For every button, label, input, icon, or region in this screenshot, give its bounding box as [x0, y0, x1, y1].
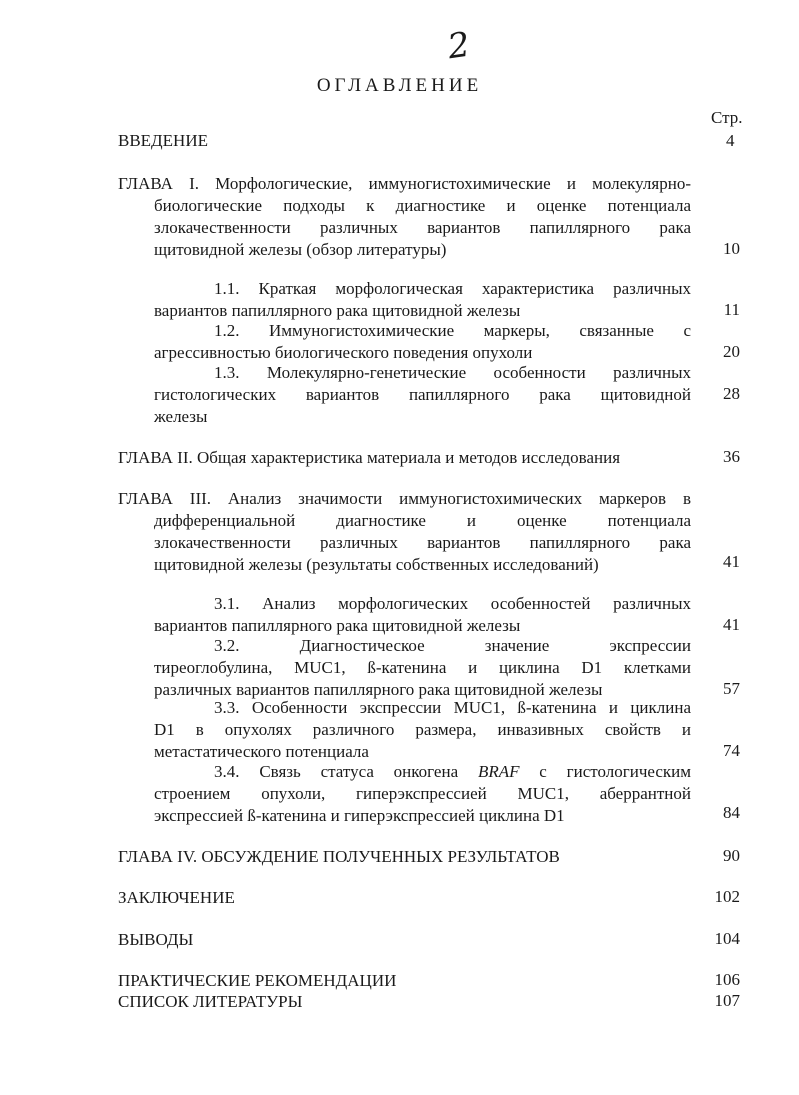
toc-entry-chapter-4: [118, 846, 691, 868]
toc-entry-page: 104: [714, 929, 740, 948]
toc-entry-conclusion: [118, 887, 691, 909]
toc-entry-page: 11: [723, 300, 740, 319]
toc-line: злокачественности различных вариантов папиллярного рака: [154, 533, 691, 552]
toc-entry-text: ПРАКТИЧЕСКИЕ РЕКОМЕНДАЦИИ: [118, 971, 397, 990]
toc-line: злокачественности различных вариантов папиллярного рака: [154, 218, 691, 237]
toc-entry-chapter-2: [118, 447, 688, 469]
toc-line: 1.1. Краткая морфологическая характеристика различных: [214, 279, 691, 298]
toc-line: 3.3. Особенности экспрессии MUC1, ß-катенина и циклина: [214, 698, 691, 717]
toc-entry-page: 41: [723, 552, 740, 571]
toc-line: вариантов папиллярного рака щитовидной железы: [154, 301, 521, 320]
toc-line: различных вариантов папиллярного рака щитовидной железы: [154, 680, 603, 699]
toc-line: железы: [154, 407, 208, 426]
page-column-label: Стр.: [711, 108, 743, 127]
toc-entry-page: 106: [714, 970, 740, 989]
toc-entry-page: 84: [723, 803, 740, 822]
toc-entry-section-3-2: [118, 635, 691, 701]
page-title: ОГЛАВЛЕНИЕ: [316, 75, 483, 96]
toc-line: 3.2. Диагностическое значение экспрессии: [214, 636, 691, 655]
toc-line: D1 в опухолях различного размера, инвазивных свойств и: [154, 720, 691, 739]
toc-line: 1.3. Молекулярно-генетические особенности различных: [214, 363, 691, 382]
toc-entry-page: 28: [723, 384, 740, 403]
toc-entry-section-3-1: [118, 593, 691, 637]
toc-entry-section-1-2: [118, 320, 691, 364]
toc-entry-section-3-3: [118, 697, 691, 763]
handwritten-page-number: 2: [445, 24, 473, 68]
toc-entry-chapter-3: [118, 488, 691, 576]
toc-line: ГЛАВА I. Морфологические, иммуногистохимические и молекулярно-: [118, 174, 691, 193]
toc-entry-page: 4: [726, 131, 735, 150]
toc-entry-text: ВЫВОДЫ: [118, 930, 194, 949]
toc-entry-section-3-4: [118, 761, 691, 827]
toc-line-part: 3.4. Связь статуса онкогена: [214, 762, 478, 781]
toc-line: гистологических вариантов папиллярного рака щитовидной: [154, 385, 691, 404]
toc-entry-page: 57: [723, 679, 740, 698]
toc-line: строением опухоли, гиперэкспрессией MUC1, аберрантной: [154, 784, 691, 803]
toc-line: ГЛАВА III. Анализ значимости иммуногистохимических маркеров в: [118, 489, 691, 508]
toc-line: дифференциальной диагностике и оценке потенциала: [154, 511, 691, 530]
toc-entry-text: ГЛАВА II. Общая характеристика материала и методов исследования: [118, 448, 621, 467]
toc-entry-text: СПИСОК ЛИТЕРАТУРЫ: [118, 992, 303, 1011]
toc-line-part: с гистологическим: [519, 762, 691, 781]
toc-line: биологические подходы к диагностике и оценке потенциала: [154, 196, 691, 215]
toc-entry-intro: [118, 130, 691, 152]
toc-entry-page: 90: [723, 846, 740, 865]
gene-name: BRAF: [477, 762, 520, 781]
toc-entry-text: ГЛАВА IV. ОБСУЖДЕНИЕ ПОЛУЧЕННЫХ РЕЗУЛЬТАТОВ: [118, 847, 560, 866]
toc-line: метастатического потенциала: [154, 742, 369, 761]
toc-entry-page: 10: [723, 239, 740, 258]
toc-entry-section-1-3: [118, 362, 691, 428]
toc-line: агрессивностью биологического поведения опухоли: [154, 343, 533, 362]
toc-entry-page: 107: [714, 991, 740, 1010]
toc-line: щитовидной железы (обзор литературы): [154, 240, 447, 259]
toc-line: 1.2. Иммуногистохимические маркеры, связанные с: [214, 321, 691, 340]
toc-entry-recommendations: [118, 970, 691, 992]
toc-entry-page: 41: [723, 615, 740, 634]
toc-entry-page: 102: [714, 887, 740, 906]
toc-line: экспрессией ß-катенина и гиперэкспрессией циклина D1: [154, 806, 565, 825]
toc-entry-text: ВВЕДЕНИЕ: [118, 131, 208, 150]
toc-entry-findings: [118, 929, 691, 951]
toc-entry-section-1-1: [118, 278, 691, 322]
toc-entry-references: [118, 991, 691, 1013]
toc-entry-page: 74: [723, 741, 740, 760]
toc-entry-text: ЗАКЛЮЧЕНИЕ: [118, 888, 235, 907]
toc-line: [118, 761, 691, 783]
toc-line: 3.1. Анализ морфологических особенностей различных: [214, 594, 691, 613]
toc-line: тиреоглобулина, MUC1, ß-катенина и циклина D1 клетками: [154, 658, 691, 677]
toc-entry-page: 36: [723, 447, 740, 466]
toc-line: вариантов папиллярного рака щитовидной железы: [154, 616, 521, 635]
toc-entry-page: 20: [723, 342, 740, 361]
toc-entry-chapter-1: [118, 173, 691, 261]
toc-line: щитовидной железы (результаты собственных исследований): [154, 555, 599, 574]
